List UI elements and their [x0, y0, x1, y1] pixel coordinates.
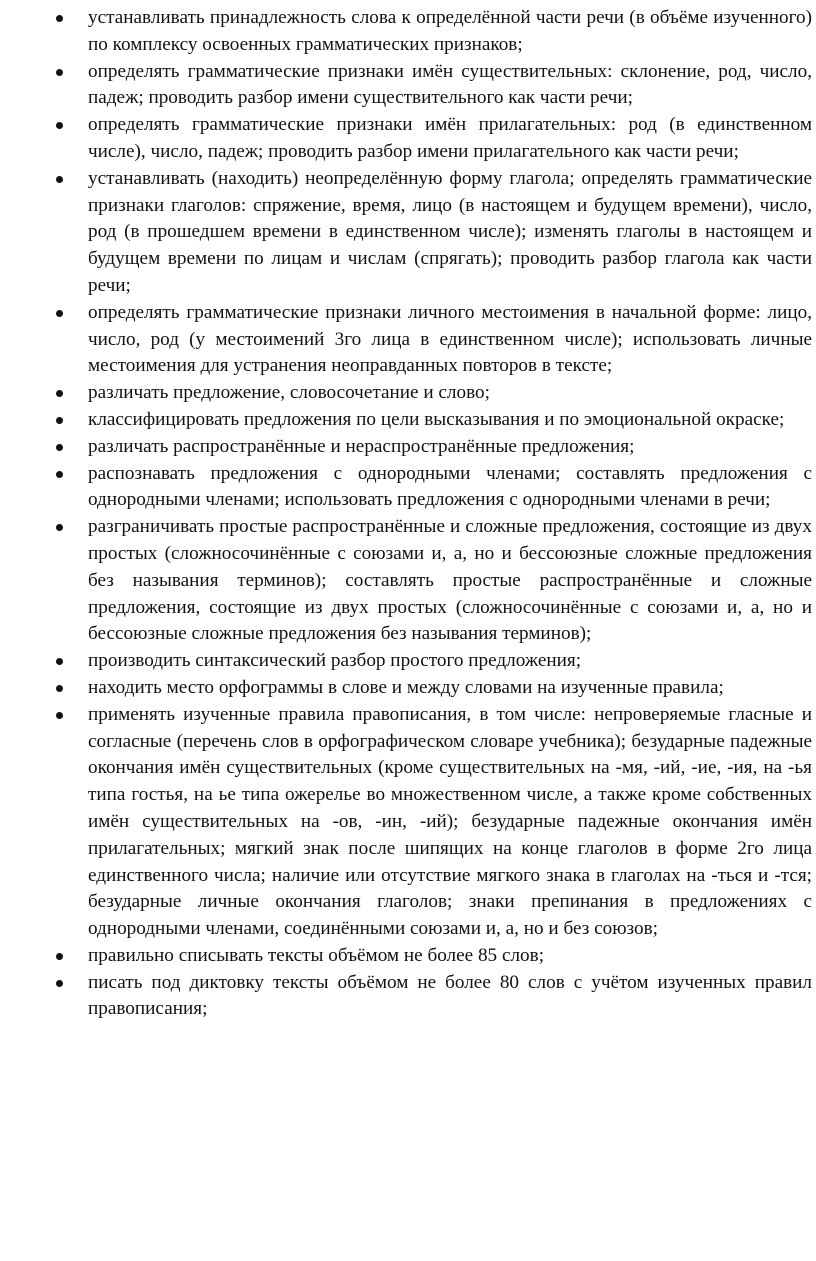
list-item-text: писать под диктовку тексты объёмом не более 80 слов с учётом изученных правил правописания; — [88, 971, 812, 1020]
bullet-icon — [56, 953, 63, 960]
bullet-icon — [56, 176, 63, 183]
list-item-text: классифицировать предложения по цели высказывания и по эмоциональной окраске; — [88, 408, 785, 430]
bullet-icon — [56, 471, 63, 478]
list-item — [0, 970, 816, 1024]
bullet-icon — [56, 444, 63, 451]
list-item-text: устанавливать принадлежность слова к определённой части речи (в объёме изученного) по комплексу освоенных грамматических признаков; — [88, 7, 812, 55]
bullet-icon — [56, 310, 63, 317]
list-item-text: различать предложение, словосочетание и слово; — [88, 382, 490, 404]
requirements-bullet-list — [0, 5, 816, 1023]
bullet-icon — [56, 658, 63, 665]
bullet-icon — [56, 122, 63, 129]
list-item — [0, 407, 816, 434]
list-item-text: правильно списывать тексты объёмом не более 85 слов; — [88, 944, 545, 966]
bullet-icon — [56, 417, 63, 424]
list-item — [0, 648, 816, 675]
bullet-icon — [56, 524, 63, 531]
list-item — [0, 675, 816, 702]
list-item-text: производить синтаксический разбор простого предложения; — [88, 650, 582, 672]
list-item-text: определять грамматические признаки имён существительных: склонение, род, число, падеж; проводить разбор имени существительного как части речи; — [88, 60, 812, 109]
bullet-icon — [56, 712, 63, 719]
list-item — [0, 59, 816, 113]
list-item — [0, 514, 816, 648]
list-item — [0, 5, 816, 59]
bullet-icon — [56, 685, 63, 692]
list-item-text: устанавливать (находить) неопределённую форму глагола; определять грамматические признаки глаголов: спряжение, время, лицо (в настоящем и будущем времени), число, род (в прошедшем времени в единственном числе); изменять глаголы в настоящем и будущем времени по лицам и числам (спрягать); проводить разбор глагола как части речи; — [88, 167, 812, 296]
list-item — [0, 943, 816, 970]
bullet-icon — [56, 15, 63, 22]
bullet-icon — [56, 980, 63, 987]
bullet-icon — [56, 390, 63, 397]
list-item-text: определять грамматические признаки личного местоимения в начальной форме: лицо, число, род (у местоимений 3го лица в единственном числе); использовать личные местоимения для устранения неоправданных повторов в тексте; — [88, 301, 812, 377]
list-item-text: различать распространённые и нераспространённые предложения; — [88, 435, 635, 457]
list-item — [0, 461, 816, 515]
list-item-text: распознавать предложения с однородными членами; составлять предложения с однородными членами; использовать предложения с однородными членами в речи; — [88, 462, 812, 511]
list-item — [0, 300, 816, 380]
list-item-text: разграничивать простые распространённые и сложные предложения, состоящие из двух простых (сложносочинённые с союзами и, а, но и бессоюзные сложные предложения без называния терминов); составлять простые распространённые и сложные предложения, состоящие из двух простых (сложносочинённые с союзами и, а, но и бессоюзные сложные предложения без называния терминов); — [88, 516, 812, 645]
list-item — [0, 434, 816, 461]
bullet-icon — [56, 69, 63, 76]
list-item — [0, 166, 816, 300]
list-item — [0, 112, 816, 166]
list-item-text: определять грамматические признаки имён прилагательных: род (в единственном числе), число, падеж; проводить разбор имени прилагательного как части речи; — [88, 114, 812, 162]
list-item-text: применять изученные правила правописания, в том числе: непроверяемые гласные и согласные (перечень слов в орфографическом словаре учебника); безударные падежные окончания имён существительных (кроме существительных на -мя, -ий, -ие, -ия, на -ья типа гостья, на ье типа ожерелье во множественном числе, а также кроме собственных имён существительных на -ов, -ин, -ий); безударные падежные окончания имён прилагательных; мягкий знак после шипящих на конце глаголов в форме 2го лица единственного числа; наличие или отсутствие мягкого знака в глаголах на -ться и -тся; безударные личные окончания глаголов; знаки препинания в предложениях с однородными членами, соединёнными союзами и, а, но и без союзов; — [88, 703, 812, 940]
list-item-text: находить место орфограммы в слове и между словами на изученные правила; — [88, 676, 724, 698]
list-item — [0, 702, 816, 943]
list-item — [0, 380, 816, 407]
